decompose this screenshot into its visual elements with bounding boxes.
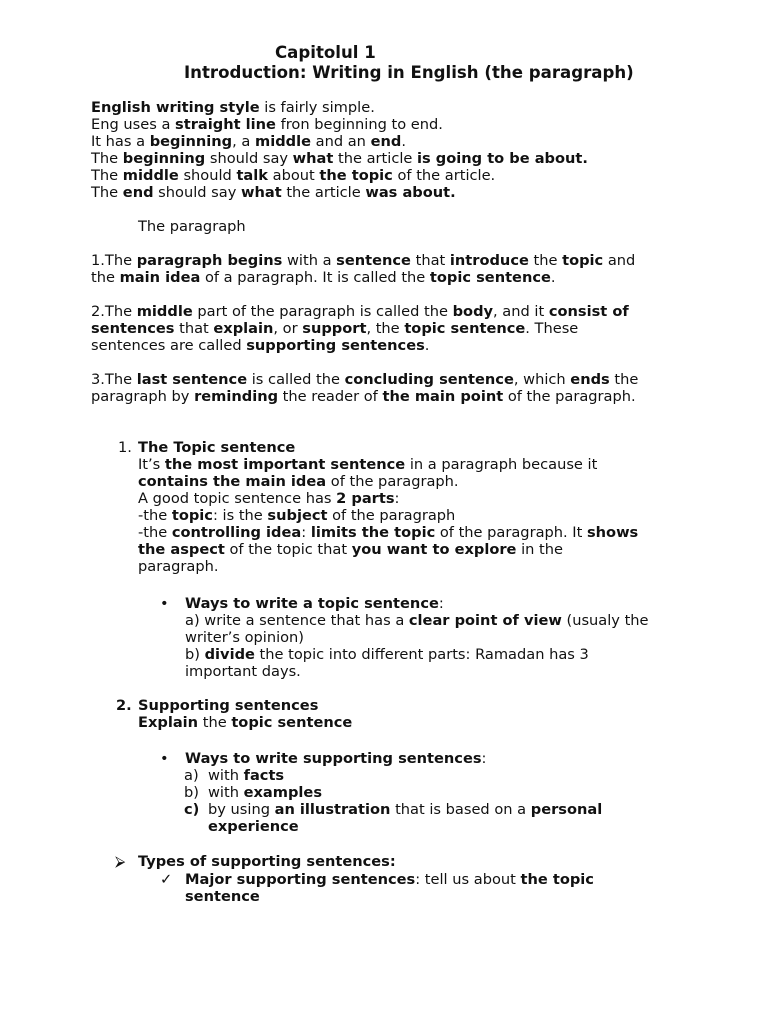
text-line [91,320,578,337]
text-run: : tell us about [415,871,521,888]
text-run: The [91,150,123,167]
text-run: writer’s opinion) [185,629,304,646]
text-line [185,750,486,767]
text-line [208,818,299,835]
bold-run: sentences [91,320,175,337]
text-run: should [178,167,237,184]
text-run: The [91,184,123,201]
chapter-title: Capitolul 1 [275,43,376,62]
text-line [208,784,322,801]
text-line [138,473,459,490]
bold-run: straight line [175,116,276,133]
text-run: that [410,252,450,269]
bold-run: body [452,303,494,320]
text-run: the reader of [278,388,383,405]
text-line [138,853,396,870]
text-run: that [174,320,214,337]
text-run: . These [525,320,579,337]
text-run: sentences are called [91,337,247,354]
text-run: : [481,750,487,767]
text-run: paragraph by [91,388,195,405]
text-run: 2.The [91,303,137,320]
text-line [91,184,456,201]
text-run: a) write a sentence that has a [185,612,409,629]
text-run: 3.The [91,371,137,388]
bold-run: Types of supporting sentences: [138,853,396,870]
text-run: important days. [185,663,301,680]
text-run: paragraph. [138,558,219,575]
text-line [91,116,443,133]
bold-run: experience [208,818,299,835]
text-run: Supporting sentences [138,697,319,714]
text-run: It has a [91,133,150,150]
text-run: the [609,371,639,388]
text-line [138,558,219,575]
text-line [91,371,638,388]
bold-run: reminding [194,388,279,405]
bold-run: examples [243,784,323,801]
text-run: , and it [493,303,549,320]
text-run: A good topic sentence has [138,490,337,507]
bold-run: facts [243,767,285,784]
text-line [185,871,594,888]
bold-run: the most important sentence [164,456,406,473]
bold-run: talk [236,167,268,184]
text-run: : is the [212,507,268,524]
bold-run: an illustration [274,801,391,818]
text-run: the [91,269,120,286]
text-run: in a paragraph because it [405,456,598,473]
text-line [91,303,629,320]
list-heading [138,439,295,456]
bold-run: was about. [365,184,456,201]
text-line [208,767,284,784]
bold-run: support [302,320,367,337]
text-run: , a [232,133,255,150]
text-line [138,541,563,558]
bold-run: paragraph begins [136,252,283,269]
bold-run: last sentence [136,371,248,388]
text-run: part of the paragraph is called the [192,303,453,320]
bold-run: shows [586,524,639,541]
text-line [185,888,260,905]
bold-run: the topic [319,167,393,184]
text-line [208,801,602,818]
text-run: -the [138,507,172,524]
bold-run: Ways to write supporting sentences [185,750,482,767]
text-run: with a [282,252,337,269]
chapter-heading: Introduction: Writing in English (the paragraph) [184,63,634,82]
text-run: 1.The [91,252,137,269]
text-run: about [268,167,320,184]
text-line [138,714,352,731]
text-line [91,252,635,269]
bold-run: controlling idea [171,524,302,541]
text-run: in the [516,541,563,558]
text-run: with [208,784,244,801]
text-line [185,612,649,629]
bold-run: Major supporting sentences [185,871,416,888]
text-line [185,663,301,680]
text-run: with [208,767,244,784]
bold-run: beginning [122,150,206,167]
bold-run: topic [562,252,604,269]
text-run: : [301,524,311,541]
text-run: should say [205,150,293,167]
bold-run: middle [254,133,311,150]
text-run: -the [138,524,172,541]
text-line [91,167,495,184]
list-number-1: 1. [118,439,132,456]
text-run: : [438,595,444,612]
text-run: . [424,337,430,354]
text-line [185,646,589,663]
text-run: : [394,490,400,507]
text-line [91,388,636,405]
text-run: , or [273,320,303,337]
text-run: of the paragraph. [503,388,636,405]
text-run: of the article. [392,167,496,184]
text-run: The paragraph [138,218,246,235]
bold-run: the aspect [138,541,225,558]
text-run: the [198,714,232,731]
text-line [138,456,597,473]
text-run: It’s [138,456,165,473]
bold-run: beginning [149,133,233,150]
text-line [138,507,455,524]
text-line [138,524,638,541]
text-line [185,629,304,646]
text-run: fron beginning to end. [275,116,443,133]
bold-run: the topic [520,871,594,888]
bold-run: main idea [119,269,201,286]
text-run: of the paragraph. [326,473,459,490]
bold-run: 2 parts [336,490,395,507]
bold-run: middle [136,303,193,320]
bold-run: explain [213,320,274,337]
text-run: is fairly simple. [259,99,375,116]
text-run: , the [366,320,405,337]
bold-run: limits the topic [310,524,436,541]
text-run: , which [513,371,571,388]
bold-run: what [240,184,282,201]
bold-run: Ways to write a topic sentence [185,595,439,612]
text-run: The [91,167,123,184]
list-heading [138,697,318,714]
text-run: is called the [247,371,345,388]
text-run: that is based on a [390,801,531,818]
bold-run: English writing style [91,99,260,116]
bold-run: is going to be about. [417,150,588,167]
text-run: . [401,133,406,150]
bold-run: clear point of view [408,612,562,629]
bold-run: middle [122,167,179,184]
list-letter-a: a) [184,767,199,784]
text-run: of the paragraph. It [435,524,587,541]
text-line [91,133,406,150]
text-line [91,269,556,286]
text-run: The Topic sentence [138,439,296,456]
list-letter-b: b) [184,784,199,801]
bold-run: you want to explore [351,541,517,558]
text-run: and an [311,133,371,150]
bold-run: divide [204,646,255,663]
bold-run: what [292,150,334,167]
bold-run: sentence [185,888,260,905]
bold-run: ends [570,371,610,388]
text-run: and [603,252,636,269]
list-number-2: 2. [116,697,132,714]
text-run: . [550,269,556,286]
checkmark-icon: ✓ [160,871,173,888]
bold-run: topic [171,507,213,524]
text-run: should say [153,184,241,201]
text-run: the article [281,184,366,201]
text-line [138,490,399,507]
bold-run: contains the main idea [138,473,327,490]
text-run: by using [208,801,275,818]
bold-run: topic sentence [429,269,551,286]
text-line [91,150,588,167]
intro-line [91,99,375,116]
section-heading [138,218,246,235]
text-run: the topic into different parts: Ramadan has 3 [254,646,589,663]
bold-run: supporting sentences [246,337,425,354]
text-line [91,337,429,354]
list-letter-c: c) [184,801,200,818]
text-run: Eng uses a [91,116,176,133]
text-run: the article [333,150,418,167]
text-run: of the topic that [224,541,352,558]
text-run: (usualy the [561,612,649,629]
bold-run: concluding sentence [344,371,514,388]
bold-run: subject [267,507,328,524]
bold-run: end [370,133,402,150]
text-run: of a paragraph. It is called the [200,269,430,286]
bold-run: topic sentence [231,714,353,731]
arrow-bullet-icon: ⮚ [115,853,126,870]
text-line [185,595,444,612]
bold-run: topic sentence [404,320,526,337]
bold-run: personal [530,801,603,818]
bullet: • [160,750,169,767]
text-run: the [528,252,563,269]
text-run: b) [185,646,205,663]
text-run: of the paragraph [327,507,456,524]
bold-run: the main point [382,388,504,405]
bold-run: introduce [449,252,529,269]
bullet: • [160,595,169,612]
bold-run: sentence [336,252,411,269]
bold-run: consist of [548,303,629,320]
bold-run: end [122,184,154,201]
bold-run: Explain [138,714,199,731]
